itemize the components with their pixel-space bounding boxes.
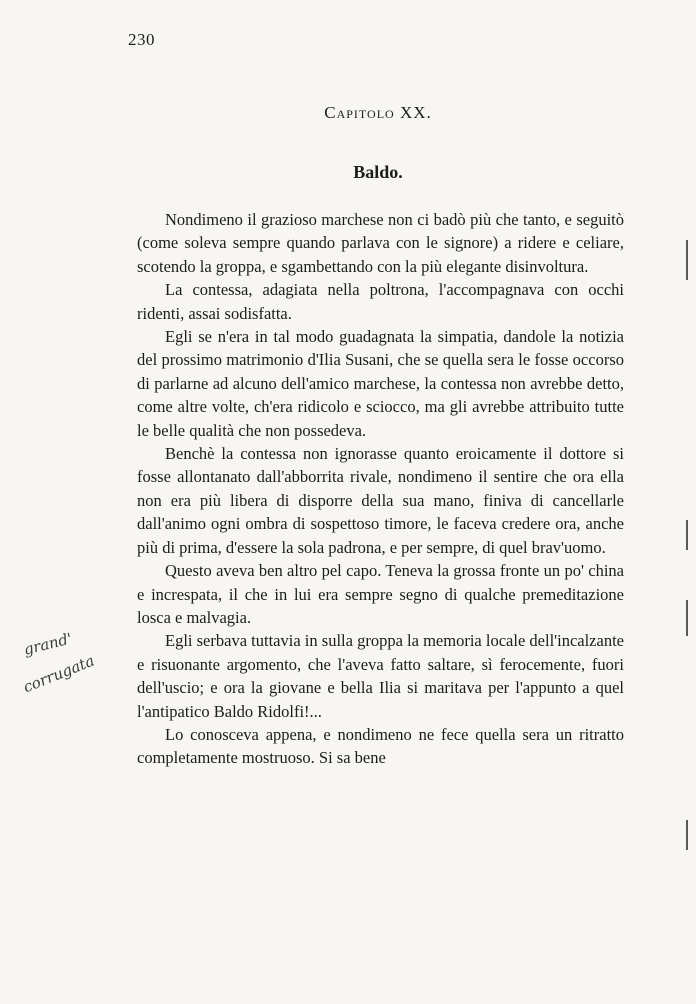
body-text — [137, 208, 624, 770]
paragraph-6: Egli serbava tuttavia in sulla groppa la memoria locale dell'incalzante e risuonante argomento, che l'aveva fatto saltare, sì ferocemente, fuori dell'uscio; e ora la giovane e bella Ilia si maritava per l'appunto a quel l'antipatico Baldo Ridolfi!... — [137, 631, 624, 721]
page-edge-mark — [686, 600, 688, 636]
chapter-heading — [0, 103, 696, 123]
chapter-label: Capitolo — [324, 103, 395, 122]
page-edge-mark — [686, 240, 688, 280]
margin-note-1: grand' — [21, 629, 74, 659]
paragraph-2: La contessa, adagiata nella poltrona, l'accompagnava con occhi ridenti, assai sodisfatta. — [137, 280, 624, 323]
page-edge-mark — [686, 520, 688, 550]
paragraph-7: Lo conosceva appena, e nondimeno ne fece quella sera un ritratto completamente mostruoso. Si sa bene — [137, 724, 624, 768]
paragraph-1: Nondimeno il grazioso marchese non ci badò più che tanto, e seguitò (come soleva sempre quando parlava con le signore) a ridere e celiare, scotendo la groppa, e sgambettando con la più elegante disinvoltura. — [137, 210, 624, 276]
paragraph-3: Egli se n'era in tal modo guadagnata la simpatia, dandole la notizia del prossimo matrimonio d'Ilia Susani, che se quella sera le fosse occorso di parlarne ad alcuno dell'amico marchese, la contessa non avrebbe detto, come altre volte, ch'era ridicolo e sciocco, ma gli avrebbe attribuito tutte le belle qualità che non possedeva. — [137, 327, 624, 440]
paragraph-5: Questo aveva ben altro pel capo. Teneva la grossa fronte un po' china e increspata, il che in lui era sempre segno di qualche premeditazione losca e malvagia. — [137, 561, 624, 627]
handwritten-marginalia — [20, 629, 99, 708]
section-title: Baldo. — [353, 162, 403, 182]
paragraph-4: Benchè la contessa non ignorasse quanto eroicamente il dottore si fosse allontanato dall'abborrita rivale, nondimeno il sentire che ora ella non era più libera di disporre della sua mano, finiva di cancellarle dall'animo ogni ombra di sospettoso timore, le faceva credere ora, anche più di prima, d'essere la sola padrona, e per sempre, di quel brav'uomo. — [137, 444, 624, 557]
margin-note-2: corrugata — [20, 651, 97, 697]
chapter-number: XX. — [399, 103, 432, 122]
page-edge-mark — [686, 820, 688, 850]
page-number: 230 — [128, 30, 155, 49]
